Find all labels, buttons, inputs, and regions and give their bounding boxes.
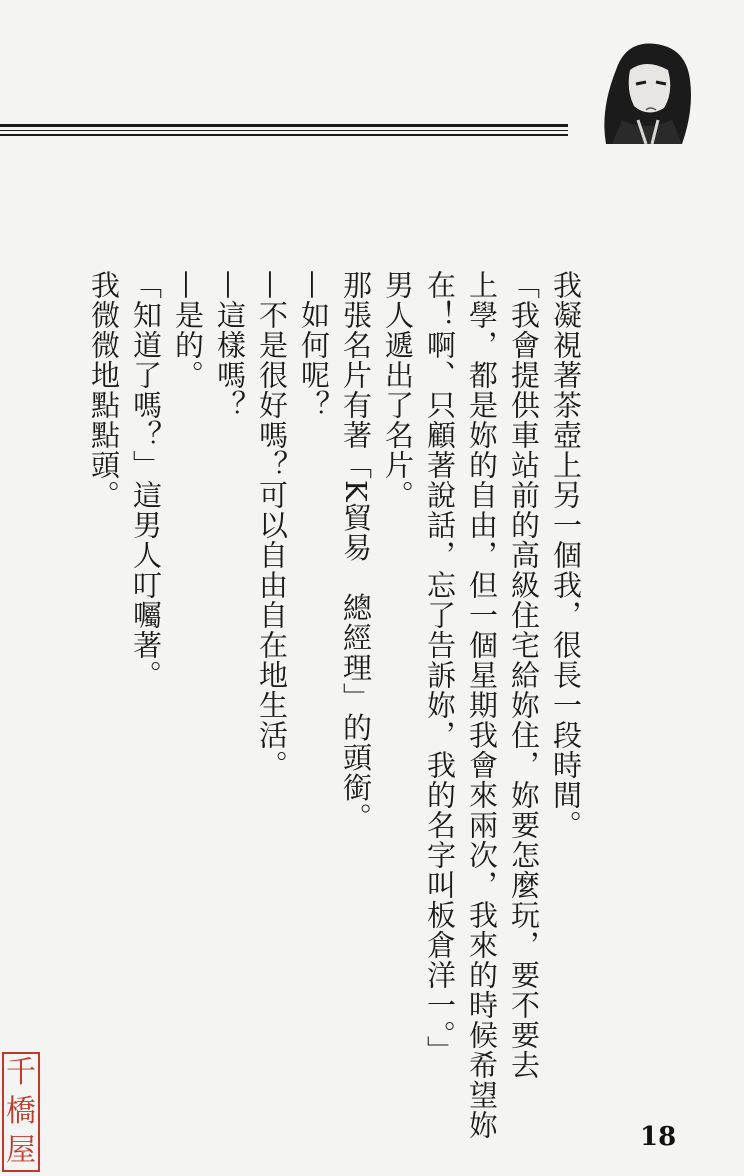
text-column: 上學，都是妳的自由，但一個星期我會來兩次，我來的時候希望妳 — [465, 270, 499, 1140]
text-column: 我凝視著茶壺上另一個我，很長一段時間。 — [549, 270, 583, 840]
seal-char: 屋 — [6, 1132, 36, 1168]
text-column: 那張名片有著「K貿易 總經理」的頭銜。 — [339, 270, 373, 833]
text-column: 「知道了嗎？」這男人叮囑著。 — [129, 270, 163, 690]
page-number: 18 — [640, 1122, 677, 1152]
vertical-text-body — [76, 270, 583, 1150]
seal-char: 橋 — [6, 1093, 36, 1129]
header-rule — [0, 124, 568, 127]
text-column: 男人遞出了名片。 — [381, 270, 415, 510]
seal-char: 千 — [6, 1055, 36, 1091]
text-column: 在！啊、只顧著說話，忘了告訴妳，我的名字叫板倉洋一。」 — [423, 270, 457, 1066]
red-seal-stamp — [2, 1052, 40, 1172]
text-column: —不是很好嗎？可以自由自在地生活。 — [255, 270, 289, 780]
text-column: —是的。 — [171, 270, 205, 390]
text-column: —這樣嗎？ — [213, 270, 247, 420]
portrait-illustration — [586, 40, 704, 144]
header-rule — [0, 130, 568, 131]
text-column: —如何呢？ — [297, 270, 331, 420]
text-column: 「我會提供車站前的高級住宅給妳住，妳要怎麼玩，要不要去 — [507, 270, 541, 1080]
header-rule — [0, 134, 568, 136]
text-column: 我微微地點點頭。 — [87, 270, 121, 510]
header-rules — [0, 124, 568, 138]
